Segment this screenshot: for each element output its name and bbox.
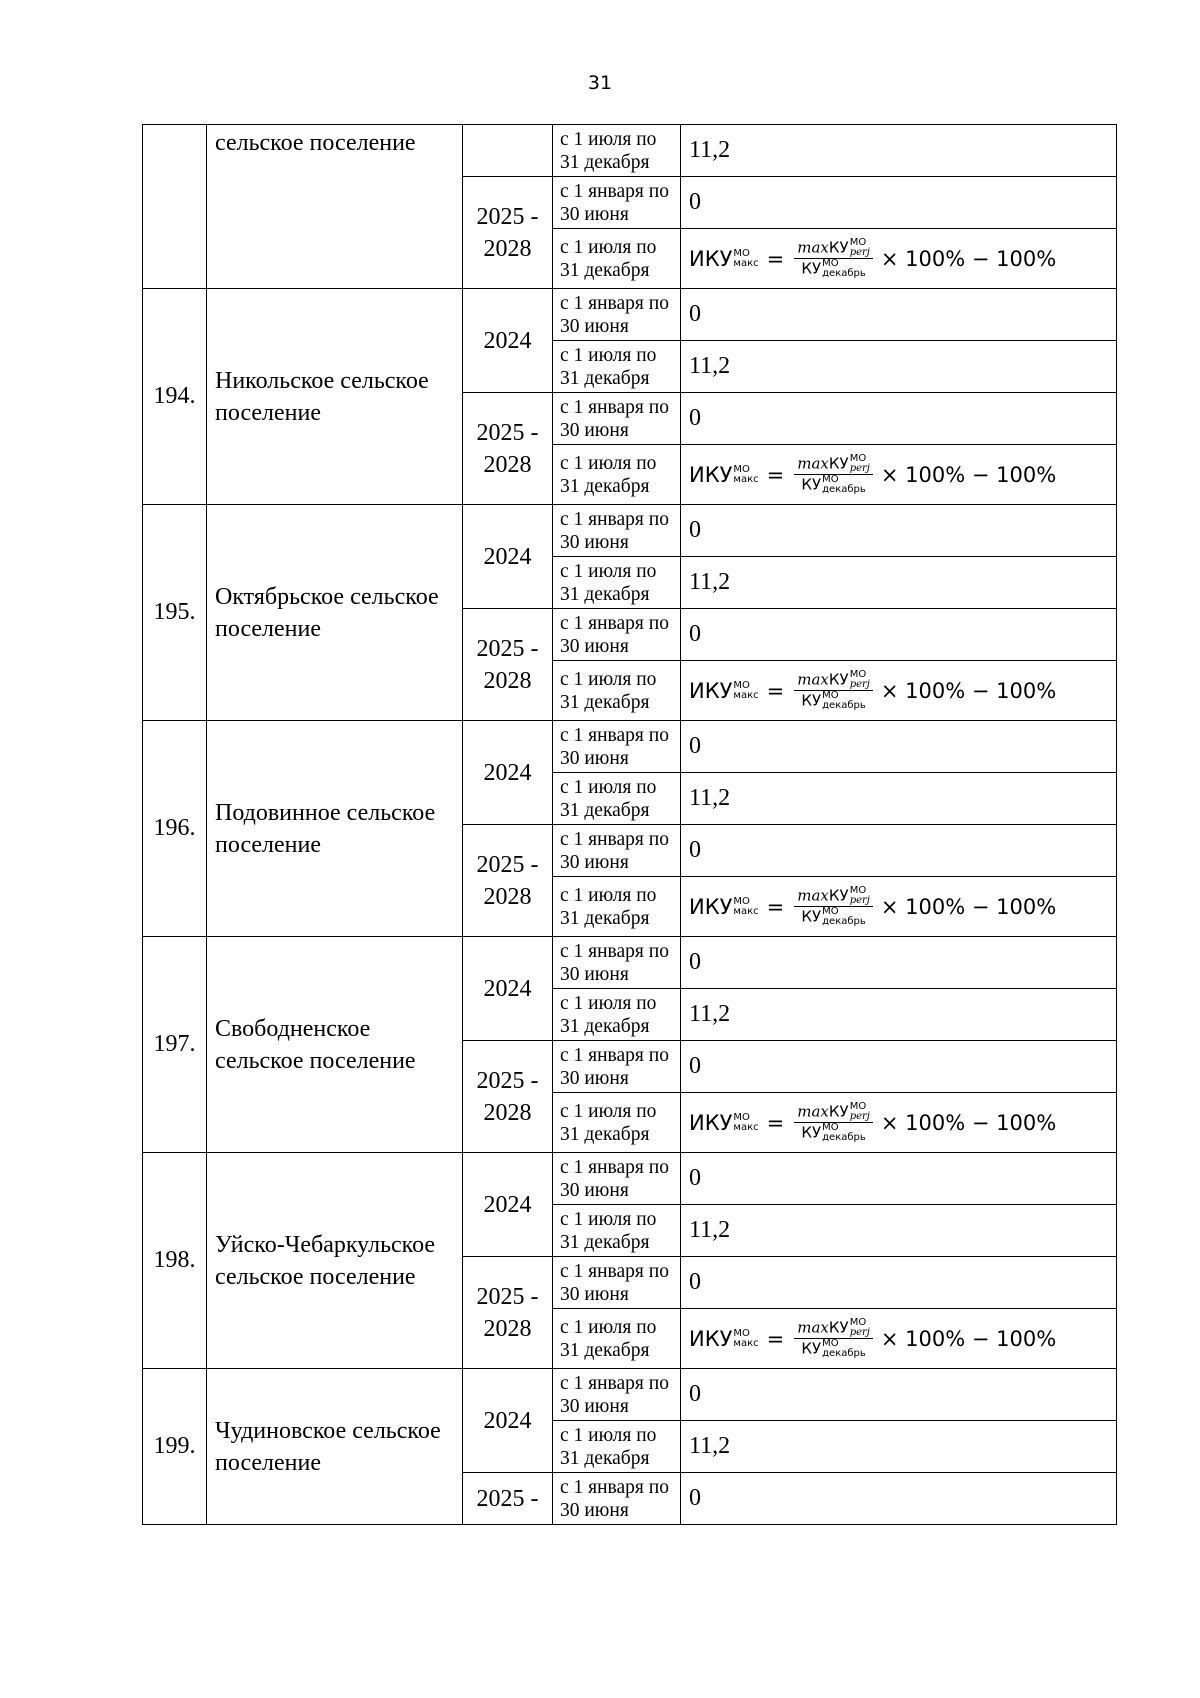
period-cell: с 1 января по 30 июня: [553, 609, 681, 661]
value-cell: 0: [681, 1257, 1117, 1309]
row-number: 196.: [143, 721, 207, 937]
formula-fraction: maxКУ МО perj КУ МО декабрь: [794, 1102, 873, 1143]
rate-formula: ИКУ МО макс = maxКУ МО perj КУ МО декабрь × 100% − 100%: [689, 453, 1057, 495]
period-cell: с 1 июля по 31 декабря: [553, 1309, 681, 1369]
formula-indices: МО макс: [733, 895, 759, 917]
table-row: [143, 505, 1117, 557]
table-row: [143, 1369, 1117, 1421]
formula-fraction: maxКУ МО perj КУ МО декабрь: [794, 886, 873, 927]
period-cell: с 1 июля по 31 декабря: [553, 125, 681, 177]
table-row: [143, 1153, 1117, 1205]
rate-formula: ИКУ МО макс = maxКУ МО perj КУ МО декабрь × 100% − 100%: [689, 1101, 1057, 1143]
year-cell: 2025 - 2028: [463, 1041, 553, 1153]
value-cell: 0: [681, 937, 1117, 989]
table-row: [143, 721, 1117, 773]
table-row: [143, 125, 1117, 177]
rate-formula: ИКУ МО макс = maxКУ МО perj КУ МО декабрь × 100% − 100%: [689, 669, 1057, 711]
table-row: [143, 289, 1117, 341]
period-cell: с 1 июля по 31 декабря: [553, 877, 681, 937]
value-cell: [681, 445, 1117, 505]
row-number: 194.: [143, 289, 207, 505]
period-cell: с 1 января по 30 июня: [553, 1153, 681, 1205]
period-cell: с 1 июля по 31 декабря: [553, 557, 681, 609]
value-cell: 0: [681, 1041, 1117, 1093]
year-cell: [463, 125, 553, 177]
value-cell: [681, 1093, 1117, 1153]
period-cell: с 1 июля по 31 декабря: [553, 773, 681, 825]
page-number: 31: [587, 72, 613, 94]
period-cell: с 1 июля по 31 декабря: [553, 1205, 681, 1257]
formula-indices: МО макс: [733, 1327, 759, 1349]
period-cell: с 1 июля по 31 декабря: [553, 229, 681, 289]
settlement-name: Подовинное сельское поселение: [207, 721, 463, 937]
rate-formula: ИКУ МО макс = maxКУ МО perj КУ МО декабрь × 100% − 100%: [689, 885, 1057, 927]
period-cell: с 1 июля по 31 декабря: [553, 1093, 681, 1153]
value-cell: [681, 1309, 1117, 1369]
value-cell: 0: [681, 609, 1117, 661]
value-cell: 11,2: [681, 341, 1117, 393]
value-cell: 0: [681, 1153, 1117, 1205]
year-cell: 2025 - 2028: [463, 393, 553, 505]
value-cell: 0: [681, 393, 1117, 445]
formula-fraction: maxКУ МО perj КУ МО декабрь: [794, 1318, 873, 1359]
formula-fraction: maxКУ МО perj КУ МО декабрь: [794, 238, 873, 279]
period-cell: с 1 июля по 31 декабря: [553, 445, 681, 505]
value-cell: 11,2: [681, 989, 1117, 1041]
period-cell: с 1 января по 30 июня: [553, 1041, 681, 1093]
period-cell: с 1 января по 30 июня: [553, 721, 681, 773]
value-cell: 11,2: [681, 557, 1117, 609]
year-cell: 2024: [463, 1369, 553, 1473]
period-cell: с 1 января по 30 июня: [553, 1257, 681, 1309]
period-cell: с 1 июля по 31 декабря: [553, 341, 681, 393]
value-cell: 11,2: [681, 1205, 1117, 1257]
formula-indices: МО макс: [733, 679, 759, 701]
value-cell: 0: [681, 721, 1117, 773]
value-cell: 11,2: [681, 773, 1117, 825]
value-cell: [681, 877, 1117, 937]
formula-fraction: maxКУ МО perj КУ МО декабрь: [794, 454, 873, 495]
formula-fraction: maxКУ МО perj КУ МО декабрь: [794, 670, 873, 711]
period-cell: с 1 июля по 31 декабря: [553, 1421, 681, 1473]
year-cell: 2025 -: [463, 1473, 553, 1525]
period-cell: с 1 июля по 31 декабря: [553, 989, 681, 1041]
rate-formula: ИКУ МО макс = maxКУ МО perj КУ МО декабрь × 100% − 100%: [689, 237, 1057, 279]
period-cell: с 1 июля по 31 декабря: [553, 661, 681, 721]
table-row: [143, 937, 1117, 989]
settlement-name: Октябрьское сельское поселение: [207, 505, 463, 721]
period-cell: с 1 января по 30 июня: [553, 937, 681, 989]
period-cell: с 1 января по 30 июня: [553, 1369, 681, 1421]
row-number: [143, 125, 207, 289]
value-cell: 0: [681, 505, 1117, 557]
year-cell: 2025 - 2028: [463, 177, 553, 289]
value-cell: 11,2: [681, 125, 1117, 177]
period-cell: с 1 января по 30 июня: [553, 177, 681, 229]
value-cell: 0: [681, 177, 1117, 229]
settlement-name: Свободненское сельское поселение: [207, 937, 463, 1153]
settlement-name: сельское поселение: [207, 125, 463, 289]
value-cell: [681, 229, 1117, 289]
value-cell: 0: [681, 1473, 1117, 1525]
settlement-name: Уйско-Чебаркульское сельское поселение: [207, 1153, 463, 1369]
value-cell: 11,2: [681, 1421, 1117, 1473]
year-cell: 2025 - 2028: [463, 609, 553, 721]
rates-table: [142, 124, 1117, 1525]
year-cell: 2024: [463, 505, 553, 609]
formula-indices: МО макс: [733, 463, 759, 485]
period-cell: с 1 января по 30 июня: [553, 289, 681, 341]
year-cell: 2024: [463, 1153, 553, 1257]
year-cell: 2025 - 2028: [463, 825, 553, 937]
year-cell: 2025 - 2028: [463, 1257, 553, 1369]
period-cell: с 1 января по 30 июня: [553, 825, 681, 877]
formula-indices: МО макс: [733, 247, 759, 269]
rate-formula: ИКУ МО макс = maxКУ МО perj КУ МО декабрь × 100% − 100%: [689, 1317, 1057, 1359]
row-number: 195.: [143, 505, 207, 721]
year-cell: 2024: [463, 721, 553, 825]
formula-indices: МО макс: [733, 1111, 759, 1133]
settlement-name: Чудиновское сельское поселение: [207, 1369, 463, 1525]
value-cell: 0: [681, 825, 1117, 877]
year-cell: 2024: [463, 289, 553, 393]
row-number: 198.: [143, 1153, 207, 1369]
row-number: 199.: [143, 1369, 207, 1525]
period-cell: с 1 января по 30 июня: [553, 1473, 681, 1525]
value-cell: [681, 661, 1117, 721]
period-cell: с 1 января по 30 июня: [553, 505, 681, 557]
settlement-name: Никольское сельское поселение: [207, 289, 463, 505]
row-number: 197.: [143, 937, 207, 1153]
period-cell: с 1 января по 30 июня: [553, 393, 681, 445]
value-cell: 0: [681, 1369, 1117, 1421]
year-cell: 2024: [463, 937, 553, 1041]
value-cell: 0: [681, 289, 1117, 341]
